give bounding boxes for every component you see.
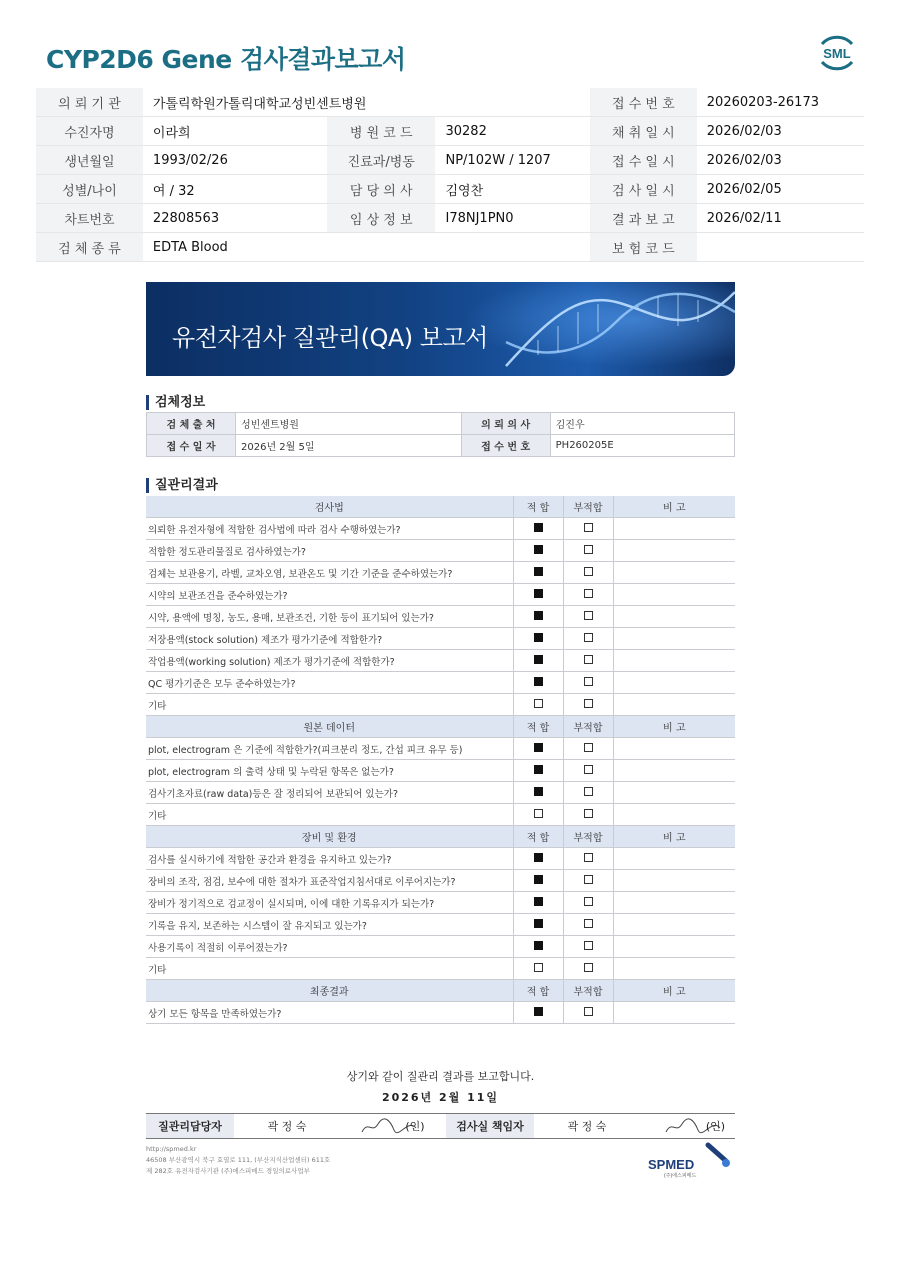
pass-checkbox[interactable]: [534, 919, 543, 928]
patient-field-label: 성별/나이: [36, 175, 143, 204]
fail-cell: [563, 1002, 613, 1024]
qa-item-row: [146, 562, 735, 584]
qa-section-title: 최종결과: [146, 980, 513, 1002]
qa-question: 기타: [146, 694, 513, 716]
patient-field-label: 채 취 일 시: [590, 117, 697, 146]
patient-field-value: 이라희: [143, 117, 327, 146]
qa-manager-signature: [340, 1114, 446, 1139]
pass-cell: [513, 936, 563, 958]
qa-question: 의뢰한 유전자형에 적합한 검사법에 따라 검사 수행하였는가?: [146, 518, 513, 540]
patient-field-label: 보 험 코 드: [590, 233, 697, 262]
specimen-field-value: 김진우: [550, 413, 734, 435]
footer-license: 제 282호 유전자검사기관 (주)에스피메드 경일의료사업부: [146, 1167, 310, 1175]
note-cell: [613, 738, 735, 760]
note-cell: [613, 958, 735, 980]
qa-section-title: 원본 데이터: [146, 716, 513, 738]
patient-field-value: 2026/02/03: [697, 117, 864, 146]
signature-table: [146, 1113, 735, 1139]
specimen-field-value: PH260205E: [550, 435, 734, 457]
specimen-row: [147, 435, 735, 457]
note-cell: [613, 914, 735, 936]
pass-cell: [513, 870, 563, 892]
fail-checkbox[interactable]: [584, 1007, 593, 1016]
specimen-field-label: 접 수 일 자: [147, 435, 236, 457]
fail-checkbox[interactable]: [584, 919, 593, 928]
logo-text: SML: [823, 46, 851, 61]
qa-item-row: [146, 584, 735, 606]
note-cell: [613, 1002, 735, 1024]
qa-question: 저장용액(stock solution) 제조가 평가기준에 적합한가?: [146, 628, 513, 650]
fail-cell: [563, 848, 613, 870]
pass-checkbox[interactable]: [534, 567, 543, 576]
specimen-table: [146, 412, 735, 457]
fail-cell: [563, 892, 613, 914]
pass-checkbox[interactable]: [534, 963, 543, 972]
patient-field-value: EDTA Blood: [143, 233, 590, 262]
qa-item-row: [146, 892, 735, 914]
specimen-row: [147, 413, 735, 435]
qa-results-table: [146, 496, 735, 1024]
pass-checkbox[interactable]: [534, 875, 543, 884]
fail-checkbox[interactable]: [584, 765, 593, 774]
fail-checkbox[interactable]: [584, 655, 593, 664]
note-cell: [613, 628, 735, 650]
pass-checkbox[interactable]: [534, 523, 543, 532]
pass-cell: [513, 848, 563, 870]
qa-item-row: [146, 760, 735, 782]
qa-section-header: [146, 716, 735, 738]
qa-question: 시약, 용액에 명칭, 농도, 용매, 보관조건, 기한 등이 표기되어 있는가?: [146, 606, 513, 628]
pass-checkbox[interactable]: [534, 743, 543, 752]
fail-cell: [563, 584, 613, 606]
fail-cell: [563, 936, 613, 958]
note-cell: [613, 562, 735, 584]
col-note-header: 비 고: [613, 980, 735, 1002]
qa-question: 기타: [146, 958, 513, 980]
qa-item-row: [146, 738, 735, 760]
patient-field-value: 2026/02/11: [697, 204, 864, 233]
qa-item-row: [146, 804, 735, 826]
report-date: 2026년 2월 11일: [381, 1091, 500, 1104]
patient-field-label: 임 상 정 보: [327, 204, 436, 233]
qa-item-row: [146, 606, 735, 628]
pass-checkbox[interactable]: [534, 545, 543, 554]
specimen-field-value: 성빈센트병원: [236, 413, 462, 435]
patient-field-value: 1993/02/26: [143, 146, 327, 175]
patient-info-row: [36, 88, 864, 117]
pass-cell: [513, 914, 563, 936]
qa-question: 작업용액(working solution) 제조가 평가기준에 적합한가?: [146, 650, 513, 672]
qa-question: 검사를 실시하기에 적합한 공간과 환경을 유지하고 있는가?: [146, 848, 513, 870]
patient-field-value: 김영찬: [435, 175, 589, 204]
pass-checkbox[interactable]: [534, 897, 543, 906]
qa-section-header: [146, 496, 735, 518]
qa-section-header: [146, 826, 735, 848]
qa-item-row: [146, 782, 735, 804]
pass-cell: [513, 760, 563, 782]
col-pass-header: 적 합: [513, 716, 563, 738]
spmed-brand-sub: (주)에스피메드: [664, 1173, 697, 1179]
pass-cell: [513, 518, 563, 540]
fail-checkbox[interactable]: [584, 809, 593, 818]
pass-cell: [513, 584, 563, 606]
qa-question: plot, electrogram 은 기준에 적합한가?(피크분리 정도, 간섭 피크 유무 등): [146, 738, 513, 760]
pass-checkbox[interactable]: [534, 1007, 543, 1016]
qa-banner: [146, 282, 735, 376]
col-note-header: 비 고: [613, 826, 735, 848]
fail-checkbox[interactable]: [584, 677, 593, 686]
patient-field-label: 생년월일: [36, 146, 143, 175]
fail-cell: [563, 540, 613, 562]
note-cell: [613, 518, 735, 540]
fail-cell: [563, 694, 613, 716]
col-note-header: 비 고: [613, 496, 735, 518]
patient-field-value: 30282: [435, 117, 589, 146]
pass-cell: [513, 562, 563, 584]
qa-item-row: [146, 936, 735, 958]
note-cell: [613, 782, 735, 804]
note-cell: [613, 650, 735, 672]
pass-checkbox[interactable]: [534, 655, 543, 664]
qa-question: 사용기록이 적절히 이루어졌는가?: [146, 936, 513, 958]
specimen-field-label: 접 수 번 호: [461, 435, 550, 457]
col-fail-header: 부적합: [563, 716, 613, 738]
col-pass-header: 적 합: [513, 496, 563, 518]
specimen-field-label: 검 체 출 처: [147, 413, 236, 435]
patient-field-label: 의 뢰 기 관: [36, 88, 143, 117]
patient-field-value: [697, 233, 864, 262]
qa-seal-mark: (인): [405, 1120, 425, 1133]
qa-manager-label: 질관리담당자: [146, 1114, 234, 1139]
fail-cell: [563, 760, 613, 782]
note-cell: [613, 848, 735, 870]
qa-item-row: [146, 650, 735, 672]
fail-checkbox[interactable]: [584, 611, 593, 620]
patient-info-row: [36, 175, 864, 204]
pass-checkbox[interactable]: [534, 589, 543, 598]
fail-checkbox[interactable]: [584, 567, 593, 576]
patient-info-row: [36, 117, 864, 146]
qa-item-row: [146, 540, 735, 562]
qa-item-row: [146, 672, 735, 694]
patient-field-label: 결 과 보 고: [590, 204, 697, 233]
note-cell: [613, 584, 735, 606]
qa-item-row: [146, 848, 735, 870]
note-cell: [613, 870, 735, 892]
lab-chief-label: 검사실 책임자: [446, 1114, 534, 1139]
pass-checkbox[interactable]: [534, 853, 543, 862]
pass-cell: [513, 540, 563, 562]
patient-field-label: 검 체 종 류: [36, 233, 143, 262]
fail-cell: [563, 628, 613, 650]
note-cell: [613, 936, 735, 958]
pass-checkbox[interactable]: [534, 633, 543, 642]
specimen-heading: 검체정보: [146, 395, 205, 410]
footer-url: http://spmed.kr: [146, 1145, 197, 1153]
qa-item-row: [146, 870, 735, 892]
fail-checkbox[interactable]: [584, 941, 593, 950]
patient-info-row: [36, 146, 864, 175]
patient-field-label: 병 원 코 드: [327, 117, 436, 146]
patient-field-value: NP/102W / 1207: [435, 146, 589, 175]
fail-cell: [563, 870, 613, 892]
fail-checkbox[interactable]: [584, 633, 593, 642]
pass-cell: [513, 1002, 563, 1024]
qa-item-row: [146, 914, 735, 936]
fail-cell: [563, 914, 613, 936]
specimen-field-label: 의 뢰 의 사: [461, 413, 550, 435]
qa-item-row: [146, 518, 735, 540]
report-title: CYP2D6 Gene 검사결과보고서: [46, 45, 406, 74]
qa-heading: 질관리결과: [146, 478, 218, 493]
qa-manager-name: 곽 정 숙: [267, 1120, 307, 1133]
col-fail-header: 부적합: [563, 496, 613, 518]
qa-question: 적합한 정도관리물질로 검사하였는가?: [146, 540, 513, 562]
qa-question: QC 평가기준은 모두 준수하였는가?: [146, 672, 513, 694]
pass-cell: [513, 782, 563, 804]
banner-title: 유전자검사 질관리(QA) 보고서: [172, 324, 488, 352]
pass-checkbox[interactable]: [534, 941, 543, 950]
patient-field-label: 담 당 의 사: [327, 175, 436, 204]
note-cell: [613, 694, 735, 716]
pass-checkbox[interactable]: [534, 677, 543, 686]
qa-question: 기록을 유지, 보존하는 시스템이 잘 유지되고 있는가?: [146, 914, 513, 936]
pass-checkbox[interactable]: [534, 765, 543, 774]
fail-cell: [563, 804, 613, 826]
note-cell: [613, 540, 735, 562]
patient-field-label: 차트번호: [36, 204, 143, 233]
patient-info-row: [36, 204, 864, 233]
fail-checkbox[interactable]: [584, 699, 593, 708]
note-cell: [613, 760, 735, 782]
col-pass-header: 적 합: [513, 826, 563, 848]
patient-field-label: 접 수 일 시: [590, 146, 697, 175]
fail-checkbox[interactable]: [584, 963, 593, 972]
patient-field-value: 여 / 32: [143, 175, 327, 204]
spmed-logo: [646, 1141, 736, 1179]
col-note-header: 비 고: [613, 716, 735, 738]
qa-item-row: [146, 694, 735, 716]
qa-item-row: [146, 1002, 735, 1024]
fail-checkbox[interactable]: [584, 787, 593, 796]
pass-cell: [513, 738, 563, 760]
qa-question: plot, electrogram 의 출력 상태 및 누락된 항목은 없는가?: [146, 760, 513, 782]
fail-cell: [563, 738, 613, 760]
note-cell: [613, 672, 735, 694]
qa-question: 검사기초자료(raw data)등은 잘 정리되어 보관되어 있는가?: [146, 782, 513, 804]
pass-checkbox[interactable]: [534, 809, 543, 818]
fail-checkbox[interactable]: [584, 523, 593, 532]
lab-chief-name: 곽 정 숙: [567, 1120, 607, 1133]
patient-field-value: 가톨릭학원가톨릭대학교성빈센트병원: [143, 88, 590, 117]
fail-cell: [563, 650, 613, 672]
col-fail-header: 부적합: [563, 826, 613, 848]
col-pass-header: 적 합: [513, 980, 563, 1002]
fail-cell: [563, 606, 613, 628]
fail-cell: [563, 518, 613, 540]
fail-cell: [563, 782, 613, 804]
footer-address: 46508 부산광역시 북구 효열로 111, (부산지식산업센터) 611호: [146, 1156, 331, 1164]
pass-checkbox[interactable]: [534, 699, 543, 708]
patient-field-value: I78NJ1PN0: [435, 204, 589, 233]
patient-info-table: [36, 88, 864, 262]
qa-question: 장비의 조작, 점검, 보수에 대한 절차가 표준작업지침서대로 이루어지는가?: [146, 870, 513, 892]
note-cell: [613, 804, 735, 826]
patient-field-label: 수진자명: [36, 117, 143, 146]
pass-cell: [513, 694, 563, 716]
pass-cell: [513, 804, 563, 826]
pass-checkbox[interactable]: [534, 611, 543, 620]
patient-field-label: 진료과/병동: [327, 146, 436, 175]
qa-item-row: [146, 628, 735, 650]
qa-question: 상기 모든 항목을 만족하였는가?: [146, 1002, 513, 1024]
patient-info-row: [36, 233, 864, 262]
lab-chief-signature: [640, 1114, 735, 1139]
qa-item-row: [146, 958, 735, 980]
patient-field-value: 2026/02/05: [697, 175, 864, 204]
note-cell: [613, 606, 735, 628]
fail-checkbox[interactable]: [584, 545, 593, 554]
note-cell: [613, 892, 735, 914]
patient-field-label: 접 수 번 호: [590, 88, 697, 117]
qa-section-title: 장비 및 환경: [146, 826, 513, 848]
pass-cell: [513, 958, 563, 980]
qa-section-header: [146, 980, 735, 1002]
fail-checkbox[interactable]: [584, 875, 593, 884]
pass-checkbox[interactable]: [534, 787, 543, 796]
qa-section-title: 검사법: [146, 496, 513, 518]
chief-seal-mark: (인): [705, 1120, 726, 1133]
fail-cell: [563, 958, 613, 980]
pass-cell: [513, 628, 563, 650]
fail-checkbox[interactable]: [584, 853, 593, 862]
patient-field-label: 검 사 일 시: [590, 175, 697, 204]
pass-cell: [513, 606, 563, 628]
patient-field-value: 22808563: [143, 204, 327, 233]
qa-question: 검체는 보관용기, 라벨, 교차오염, 보관온도 및 기간 기준을 준수하였는가?: [146, 562, 513, 584]
footer: [146, 1144, 330, 1177]
fail-cell: [563, 562, 613, 584]
specimen-field-value: 2026년 2월 5일: [236, 435, 462, 457]
conclusion-text: 상기와 같이 질관리 결과를 보고합니다.: [346, 1070, 535, 1083]
pass-cell: [513, 892, 563, 914]
pass-cell: [513, 650, 563, 672]
col-fail-header: 부적합: [563, 980, 613, 1002]
patient-field-value: 20260203-26173: [697, 88, 864, 117]
fail-cell: [563, 672, 613, 694]
pass-cell: [513, 672, 563, 694]
fail-checkbox[interactable]: [584, 743, 593, 752]
qa-question: 장비가 정기적으로 검교정이 실시되며, 이에 대한 기록유지가 되는가?: [146, 892, 513, 914]
fail-checkbox[interactable]: [584, 589, 593, 598]
spmed-brand: SPMED: [648, 1157, 695, 1172]
patient-field-value: 2026/02/03: [697, 146, 864, 175]
fail-checkbox[interactable]: [584, 897, 593, 906]
qa-question: 기타: [146, 804, 513, 826]
qa-question: 시약의 보관조건을 준수하였는가?: [146, 584, 513, 606]
sml-logo: [814, 30, 860, 76]
